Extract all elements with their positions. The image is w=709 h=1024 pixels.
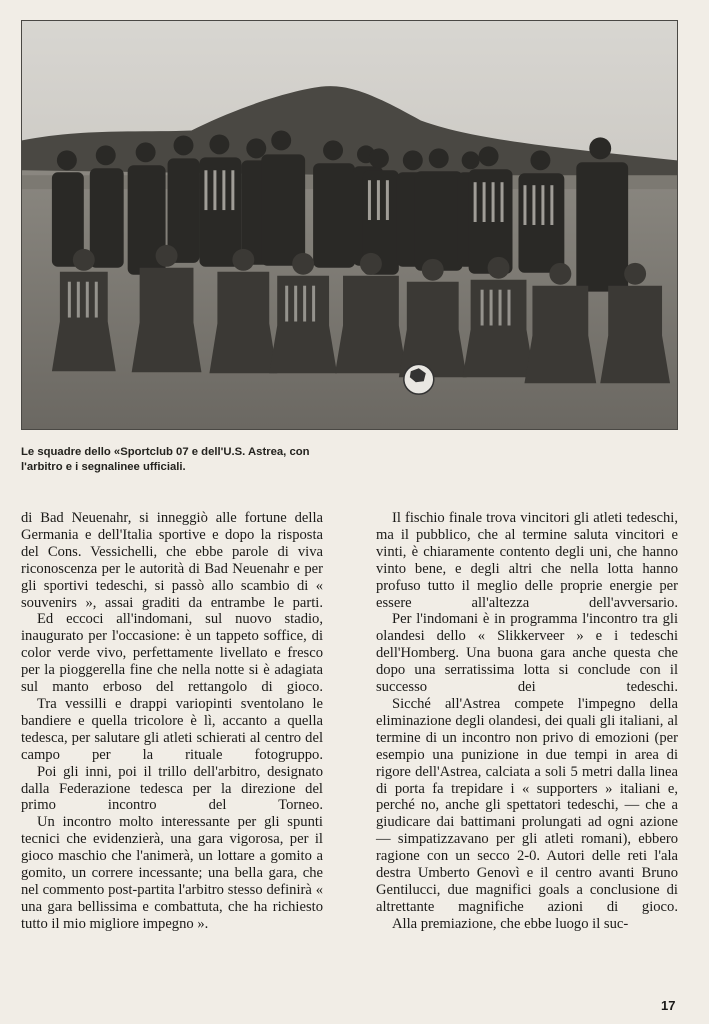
team-photo bbox=[21, 20, 678, 430]
left-paragraph-5: Un incontro molto interessante per gli spunti tecnici che evidenzierà, una gara vigorosa, per il gioco maschio che l'animerà, un lottare a gomito a gomito, un correre incessante; una bella gara, che nel commento post-partita l'arbitro stesso definirà « una gara bellissima e combattuta, che ha richiesto tutto il mio migliore impegno ». bbox=[21, 814, 323, 932]
left-paragraph-1: di Bad Neuenahr, si inneggiò alle fortune della Germania e dell'Italia sportive e dopo la risposta del Cons. Vessichelli, che ebbe parole di viva riconoscenza per le autorità di Bad Neuenahr e per gli sportivi tedeschi, si passò allo scambio di « souvenirs », assai graditi da entrambe le parti. bbox=[21, 510, 323, 611]
caption-line-2: l'arbitro e i segnalinee ufficiali. bbox=[21, 461, 186, 473]
right-column bbox=[376, 510, 678, 933]
photo-caption bbox=[21, 445, 451, 475]
right-paragraph-4: Alla premiazione, che ebbe luogo il suc- bbox=[392, 915, 629, 932]
right-paragraph-3: Sicché all'Astrea compete l'impegno della eliminazione degli olandesi, dei quali gli italiani, al termine di un incontro non privo di emozioni (per esempio una punizione in due tempi in area di rigore dell'Astrea, calciata a soli 5 metri dalla linea di porta fa trepidare i « supporters » italiani e, perché no, anche gli spettatori tedeschi, — che a giudicare dai battimani prolungati ad ogni azione — simpatizzavano per gli atleti romani), ebbero ragione con un secco 2-0. Autori delle reti l'ala destra Umberto Genovì e il centro avanti Bruno Gentilucci, due magnifici goals a conclusione di altrettante magnifiche azioni di gioco. bbox=[376, 695, 678, 915]
left-paragraph-4: Poi gli inni, poi il trillo dell'arbitro, designato dalla Federazione tedesca per la direzione del primo incontro del Torneo. bbox=[21, 763, 323, 814]
team-photo-illustration bbox=[22, 21, 677, 429]
page-number: 17 bbox=[661, 998, 676, 1013]
right-paragraph-2: Per l'indomani è in programma l'incontro tra gli olandesi dello « Slikkerveer » e i tedeschi dell'Homberg. Una buona gara anche questa che dopo una serratissima lotta si conclude con il successo dei tedeschi. bbox=[376, 611, 678, 696]
caption-line-1: Le squadre dello «Sportclub 07 e dell'U.S. Astrea, con bbox=[21, 446, 310, 458]
left-paragraph-3: Tra vessilli e drappi variopinti sventolano le bandiere e quella tricolore è lì, accanto a quella tedesca, per salutare gli atleti schierati al centro del campo per la rituale fotogruppo. bbox=[21, 695, 323, 763]
left-column bbox=[21, 510, 323, 933]
right-paragraph-1: Il fischio finale trova vincitori gli atleti tedeschi, ma il pubblico, che al termine saluta vincitori e vinti, è chiaramente contento degli uni, che hanno vinto bene, e degli altri che nella lotta hanno profuso tutto il meglio delle proprie energie per essere all'altezza dell'avversario. bbox=[376, 510, 678, 611]
left-paragraph-2: Ed eccoci all'indomani, sul nuovo stadio, inaugurato per l'occasione: è un tappeto soffice, di color verde vivo, perfettamente livellato e fresco per la pioggerella fine che nella notte si è adagiata sul manto erboso del rettangolo di gioco. bbox=[21, 611, 323, 696]
